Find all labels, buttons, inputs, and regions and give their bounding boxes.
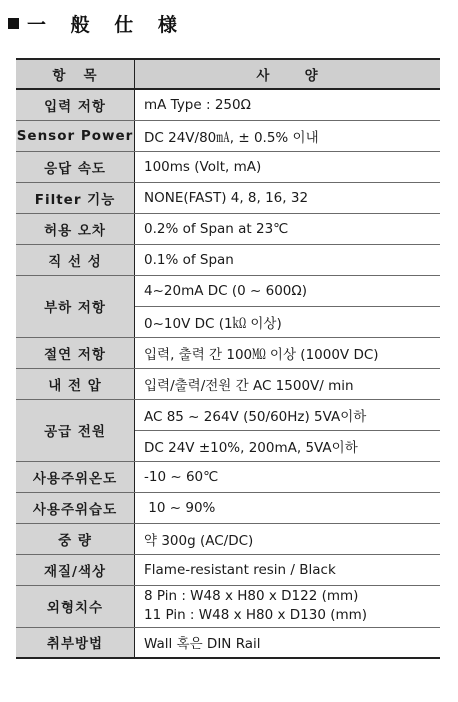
row-value: -10 ~ 60℃ — [135, 461, 441, 492]
table-row — [16, 182, 440, 213]
table-row — [16, 337, 440, 368]
table-row — [16, 213, 440, 244]
header-item: 항 목 — [16, 59, 135, 89]
row-label: 재질/색상 — [16, 554, 135, 585]
row-label: 외형치수 — [16, 585, 135, 627]
row-value: DC 24V ±10%, 200mA, 5VA이하 — [135, 430, 441, 461]
row-value: Wall 혹은 DIN Rail — [135, 627, 441, 658]
table-row — [16, 554, 440, 585]
row-value-line: 8 Pin : W48 x H80 x D122 (mm) — [144, 588, 359, 604]
row-value — [135, 585, 441, 627]
row-value: 0.1% of Span — [135, 244, 441, 275]
row-value: 약 300g (AC/DC) — [135, 523, 441, 554]
row-label: 사용주위온도 — [16, 461, 135, 492]
table-row — [16, 151, 440, 182]
row-label: 응답 속도 — [16, 151, 135, 182]
header-spec: 사 양 — [135, 59, 441, 89]
row-label: Sensor Power — [16, 120, 135, 151]
row-label: 직 선 성 — [16, 244, 135, 275]
table-header-row — [16, 59, 440, 89]
table-row — [16, 585, 440, 627]
row-value: 0~10V DC (1㏀ 이상) — [135, 306, 441, 337]
section-title: 一 般 仕 様 — [27, 13, 186, 36]
black-square-bullet-icon — [8, 18, 19, 29]
row-value: 0.2% of Span at 23℃ — [135, 213, 441, 244]
row-label: 취부방법 — [16, 627, 135, 658]
table-row — [16, 492, 440, 523]
row-value: 입력, 출력 간 100㏁ 이상 (1000V DC) — [135, 337, 441, 368]
table-row — [16, 275, 440, 306]
row-value-line: 11 Pin : W48 x H80 x D130 (mm) — [144, 607, 368, 623]
table-row — [16, 89, 440, 120]
row-label: Filter 기능 — [16, 182, 135, 213]
row-label: 공급 전원 — [16, 399, 135, 461]
row-value: 4~20mA DC (0 ~ 600Ω) — [135, 275, 441, 306]
row-label: 부하 저항 — [16, 275, 135, 337]
table-row — [16, 523, 440, 554]
table-row — [16, 399, 440, 430]
row-value: NONE(FAST) 4, 8, 16, 32 — [135, 182, 441, 213]
row-value: 10 ~ 90% — [135, 492, 441, 523]
row-label: 절연 저항 — [16, 337, 135, 368]
table-row — [16, 627, 440, 658]
row-value: AC 85 ~ 264V (50/60Hz) 5VA이하 — [135, 399, 441, 430]
row-label: 허용 오차 — [16, 213, 135, 244]
section-heading — [6, 10, 186, 36]
table-row — [16, 368, 440, 399]
table-row — [16, 461, 440, 492]
table-row — [16, 244, 440, 275]
row-label: 내 전 압 — [16, 368, 135, 399]
row-value: DC 24V/80㎃, ± 0.5% 이내 — [135, 120, 441, 151]
row-label: 입력 저항 — [16, 89, 135, 120]
row-value: 입력/출력/전원 간 AC 1500V/ min — [135, 368, 441, 399]
table-row — [16, 120, 440, 151]
row-value: Flame-resistant resin / Black — [135, 554, 441, 585]
row-label: 중 량 — [16, 523, 135, 554]
general-spec-table — [16, 58, 440, 659]
row-value: 100ms (Volt, mA) — [135, 151, 441, 182]
row-value: mA Type : 250Ω — [135, 89, 441, 120]
row-label: 사용주위습도 — [16, 492, 135, 523]
